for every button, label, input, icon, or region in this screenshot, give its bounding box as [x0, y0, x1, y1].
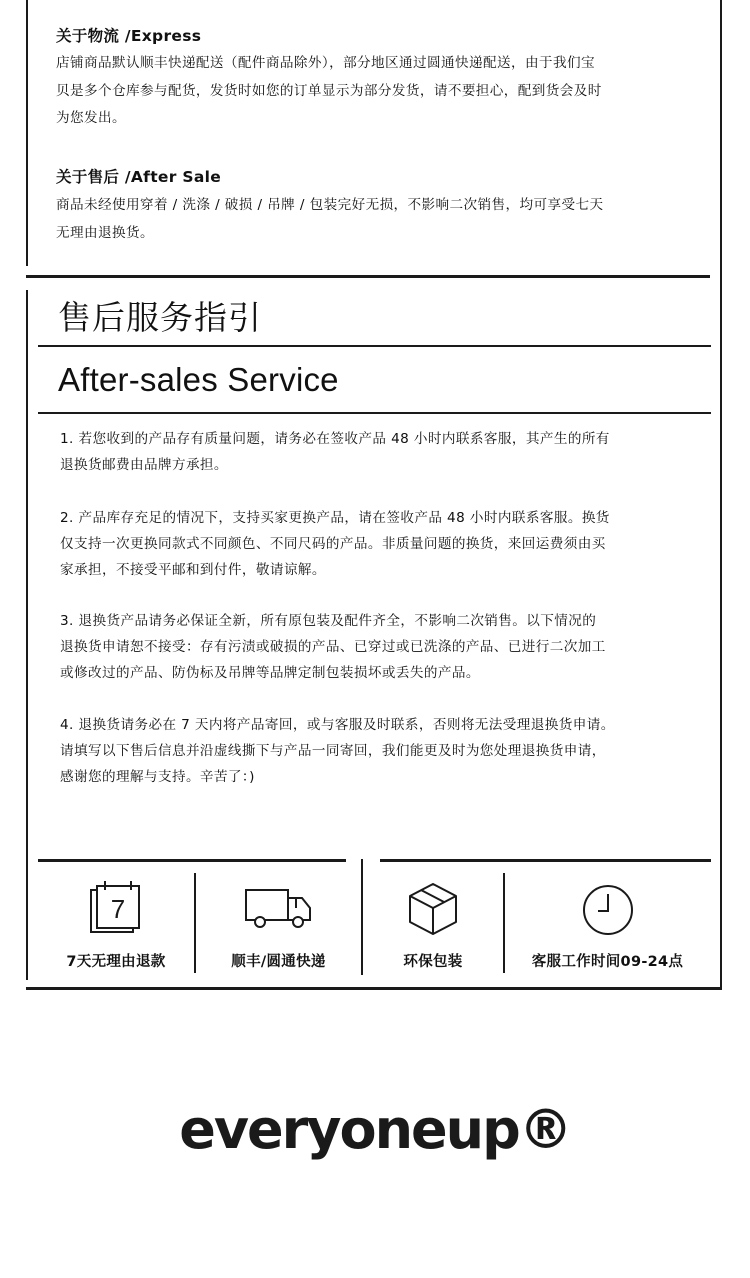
guide-title-cn: 售后服务指引: [58, 298, 262, 337]
guide-item-line: 退换货申请恕不接受：存有污渍或破损的产品、已穿过或已洗涤的产品、已进行二次加工: [60, 639, 606, 655]
after-sale-line: 无理由退换货。: [56, 224, 154, 241]
guide-item-line: 请填写以下售后信息并沿虚线撕下与产品一同寄回，我们能更及时为您处理退换货申请，: [60, 743, 606, 759]
box-icon: [406, 880, 460, 936]
guide-item-line: 或修改过的产品、防伪标及吊牌等品牌定制包装损坏或丢失的产品。: [60, 665, 480, 681]
guide-right-border: [720, 278, 722, 990]
logo-text: everyoneup®: [179, 1100, 571, 1160]
guide-item-2: [60, 505, 700, 583]
top-left-border: [26, 0, 28, 266]
guide-item-line: 仅支持一次更换同款式不同颜色、不同尺码的产品。非质量问题的换货，来回运费须由买: [60, 536, 606, 552]
feature-label: 环保包装: [403, 954, 463, 970]
feature-label: 客服工作时间09-24点: [531, 954, 684, 970]
guide-item-line: 感谢您的理解与支持。辛苦了：): [60, 769, 255, 785]
top-right-border: [720, 0, 722, 278]
calendar-icon: [89, 880, 143, 936]
express-line: 为您发出。: [56, 110, 126, 126]
express-line: 店铺商品默认顺丰快递配送（配件商品除外），部分地区通过圆通快递配送，由于我们宝: [56, 55, 595, 71]
feature-label: 7天无理由退款: [66, 954, 166, 970]
after-sale-text: [56, 192, 696, 247]
subtitle-divider: [38, 412, 711, 414]
feature-service-hours: [505, 876, 710, 986]
express-text: [56, 50, 696, 133]
features-bottom-border: [26, 987, 722, 990]
guide-item-4: [60, 712, 700, 790]
guide-left-border: [26, 290, 28, 980]
after-sale-title: 关于售后 /After Sale: [56, 168, 222, 186]
features-top-border-left: [38, 859, 346, 862]
feature-label: 顺丰/圆通快递: [231, 954, 326, 970]
brand-logo: [140, 1100, 610, 1160]
guide-item-line: 退换货邮费由品牌方承担。: [60, 457, 228, 473]
express-line: 贝是多个仓库参与配货，发货时如您的订单显示为部分发货，请不要担心，配到货会及时: [56, 82, 602, 99]
calendar-number: 7: [110, 894, 126, 924]
after-sale-line: 商品未经使用穿着 / 洗涤 / 破损 / 吊牌 / 包装完好无损，不影响二次销售，均可享受七天: [56, 197, 604, 213]
guide-item-line: 2. 产品库存充足的情况下，支持买家更换产品，请在签收产品 48 小时内联系客服。换货: [60, 510, 610, 526]
guide-item-3: [60, 608, 700, 686]
clock-icon: [580, 880, 636, 936]
feature-shipping: [196, 876, 361, 986]
feature-no-reason-refund: [38, 876, 194, 986]
truck-icon: [244, 880, 314, 936]
guide-item-line: 4. 退换货请务必在 7 天内将产品寄回，或与客服及时联系，否则将无法受理退换货申请。: [60, 717, 615, 733]
top-bottom-border: [26, 275, 710, 278]
guide-item-1: [60, 426, 700, 478]
title-divider: [38, 345, 711, 347]
guide-item-line: 3. 退换货产品请务必保证全新，所有原包装及配件齐全，不影响二次销售。以下情况的: [60, 613, 597, 629]
feature-eco-packaging: [363, 876, 503, 986]
features-top-border-right: [380, 859, 711, 862]
guide-title-en: After-sales Service: [58, 361, 339, 398]
guide-item-line: 1. 若您收到的产品存有质量问题，请务必在签收产品 48 小时内联系客服，其产生的所有: [60, 431, 610, 447]
guide-item-line: 家承担，不接受平邮和到付件，敬请谅解。: [60, 562, 326, 578]
express-title: 关于物流 /Express: [56, 27, 202, 45]
